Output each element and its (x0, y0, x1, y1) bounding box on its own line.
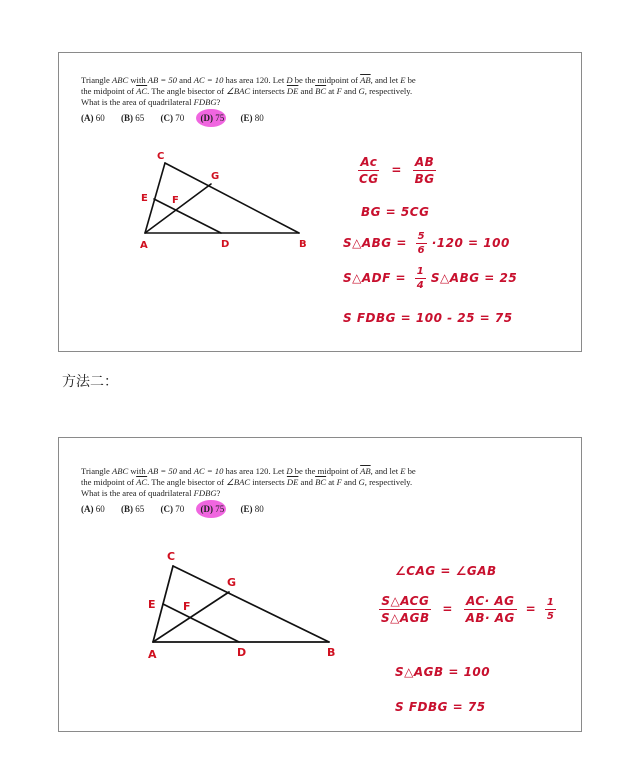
math-segment-ac: $\overline{AC}$ (136, 86, 148, 96)
problem-text: and (298, 86, 316, 96)
hw-ratio-equation: $\frac{Ac}{CG}$ = $\frac{AB}{BG}$ (359, 155, 435, 186)
segment-cb (165, 163, 299, 233)
math-f: F (336, 86, 342, 96)
label-g: G (211, 171, 220, 182)
problem-text: and (176, 466, 194, 476)
hw-equal-angles: ∠CAG = ∠GAB (395, 564, 497, 578)
hw-bg-equals: BG = 5CG (361, 205, 430, 219)
choice-a: (A) 60 (81, 113, 105, 123)
problem-text: . The angle bisector of (147, 477, 227, 487)
math-segment-bc: $\overline{BC}$ (315, 477, 327, 487)
hw-area-fdbg: S FDBG = 100 - 25 = 75 (343, 311, 513, 325)
problem-text: at (326, 477, 337, 487)
choice-b: (B) 65 (121, 504, 145, 514)
choice-a: (A) 60 (81, 504, 105, 514)
hw-area-ratio: $\frac{\text{S△ACG}}{\text{S△AGB}}$ = $\frac{AC\cdot AG}{AB\cdot AG}$ = $\frac{1}{5}$ (381, 594, 555, 625)
problem-text: What is the area of quadrilateral (81, 97, 194, 107)
label-g: G (227, 576, 237, 589)
label-a: A (140, 240, 148, 251)
segment-ed (154, 199, 221, 233)
hw-area-abg: S△ABG = $\frac{5}{6}$ ·120 = 100 (343, 231, 510, 256)
hw-area-fdbg: S FDBG = 75 (395, 700, 486, 714)
math-segment-ab: $\overline{AB}$ (360, 466, 371, 476)
problem-text: , respectively. (364, 477, 413, 487)
problem-statement (81, 466, 551, 515)
problem-text: , respectively. (364, 86, 413, 96)
math-fdbg: FDBG (193, 488, 217, 498)
problem-text: at (326, 86, 337, 96)
angle-bisector-ag (145, 184, 211, 233)
math-ac: AC = 10 (193, 75, 224, 85)
problem-text: , and let (370, 75, 401, 85)
problem-text: What is the area of quadrilateral (81, 488, 194, 498)
math-f: F (336, 477, 342, 487)
triangle-diagram (139, 151, 319, 256)
math-fdbg: FDBG (193, 97, 217, 107)
problem-text: ? (216, 97, 221, 107)
segment-cb (173, 566, 329, 642)
label-b: B (299, 239, 307, 250)
choice-e: (E) 80 (240, 504, 264, 514)
problem-statement (81, 75, 551, 124)
problem-text: be (405, 75, 416, 85)
label-d: D (237, 646, 247, 659)
problem-text: . The angle bisector of (147, 86, 227, 96)
problem-text: with (128, 75, 148, 85)
label-c: C (157, 151, 165, 162)
problem-text: be (405, 466, 416, 476)
math-ac: AC = 10 (193, 466, 224, 476)
triangle-diagram (147, 550, 347, 665)
math-ab: AB = 50 (147, 75, 177, 85)
choice-c: (C) 70 (160, 504, 185, 514)
math-segment-de: $\overline{DE}$ (286, 477, 299, 487)
math-g: G (358, 86, 365, 96)
answer-choices (81, 113, 551, 124)
problem-text: the midpoint of (81, 86, 137, 96)
problem-text: intersects (250, 477, 287, 487)
segment-ac (145, 163, 165, 233)
math-abc: ABC (111, 466, 129, 476)
problem-text: Triangle (81, 75, 112, 85)
choice-c: (C) 70 (160, 113, 185, 123)
label-e: E (148, 598, 156, 611)
problem-text: has area 120. Let (223, 466, 287, 476)
problem-text: intersects (250, 86, 287, 96)
label-b: B (327, 646, 336, 659)
math-ab: AB = 50 (147, 466, 177, 476)
problem-text: and (341, 477, 359, 487)
problem-text: and (176, 75, 194, 85)
math-abc: ABC (111, 75, 129, 85)
solution-image-1 (58, 52, 582, 352)
label-a: A (148, 648, 157, 661)
problem-text: be the midpoint of (292, 466, 361, 476)
solution-image-2 (58, 437, 582, 732)
choice-d-highlighted: (D) 75 (200, 113, 225, 123)
math-angle: ∠BAC (226, 86, 251, 96)
problem-text: and (298, 477, 316, 487)
hw-area-agb: S△AGB = 100 (395, 665, 491, 679)
math-segment-ac: $\overline{AC}$ (136, 477, 148, 487)
math-segment-ab: $\overline{AB}$ (360, 75, 371, 85)
problem-text: the midpoint of (81, 477, 137, 487)
label-e: E (141, 193, 148, 204)
label-f: F (183, 600, 191, 613)
choice-d-highlighted: (D) 75 (200, 504, 225, 514)
hw-area-adf: S△ADF = $\frac{1}{4}$ S△ABG = 25 (343, 266, 518, 291)
answer-choices (81, 504, 551, 515)
math-g: G (358, 477, 365, 487)
math-angle: ∠BAC (226, 477, 251, 487)
method-two-heading: 方法二： (62, 374, 118, 390)
math-e: E (400, 75, 406, 85)
problem-text: and (341, 86, 359, 96)
math-d: D (286, 75, 293, 85)
problem-text: has area 120. Let (223, 75, 287, 85)
label-f: F (172, 195, 179, 206)
math-segment-bc: $\overline{BC}$ (315, 86, 327, 96)
problem-text: Triangle (81, 466, 112, 476)
label-d: D (221, 239, 230, 250)
math-e: E (400, 466, 406, 476)
choice-e: (E) 80 (240, 113, 264, 123)
problem-text: with (128, 466, 148, 476)
math-segment-de: $\overline{DE}$ (286, 86, 299, 96)
math-d: D (286, 466, 293, 476)
problem-text: , and let (370, 466, 401, 476)
choice-b: (B) 65 (121, 113, 145, 123)
problem-text: be the midpoint of (292, 75, 361, 85)
problem-text: ? (216, 488, 221, 498)
label-c: C (167, 550, 176, 563)
